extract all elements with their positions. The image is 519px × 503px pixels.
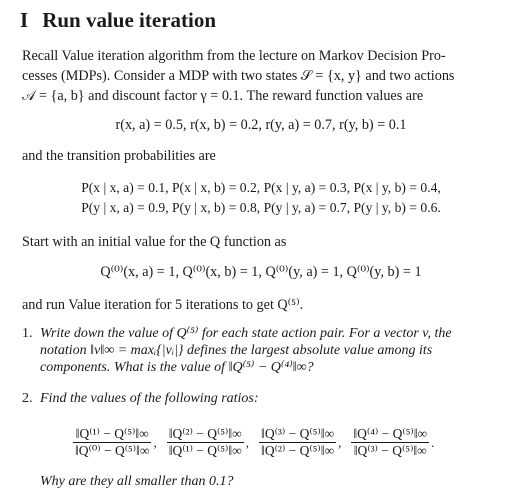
- intro-paragraph: [22, 46, 500, 106]
- ratio-1-separator: ,: [153, 434, 157, 450]
- ratio-2-numerator: ‖Q⁽²⁾ − Q⁽⁵⁾‖∞: [168, 426, 242, 441]
- ratio-4-numerator: ‖Q⁽⁴⁾ − Q⁽⁵⁾‖∞: [353, 426, 428, 441]
- transition-row-1: P(x | x, a) = 0.1, P(x | x, b) = 0.2, P(x | y, a) = 0.3, P(x | y, b) = 0.4,: [81, 180, 441, 195]
- ratio-4-denominator: ‖Q⁽³⁾ − Q⁽⁵⁾‖∞: [353, 443, 427, 458]
- question-1: [22, 325, 502, 376]
- question-1-number: 1.: [22, 326, 33, 341]
- ratio-1: [73, 426, 151, 459]
- ratio-2: [167, 426, 244, 459]
- q-initial-values: Q⁽⁰⁾(x, a) = 1, Q⁽⁰⁾(x, b) = 1, Q⁽⁰⁾(y, a) = 1, Q⁽⁰⁾(y, b) = 1: [100, 264, 422, 280]
- ratio-list: [71, 426, 438, 459]
- section-title: Run value iteration: [42, 8, 217, 32]
- reward-equations: r(x, a) = 0.5, r(x, b) = 0.2, r(y, a) = 0.7, r(y, b) = 0.1: [115, 117, 407, 133]
- transition-intro: and the transition probabilities are: [22, 148, 216, 164]
- ratio-3-denominator: ‖Q⁽²⁾ − Q⁽⁵⁾‖∞: [261, 443, 335, 458]
- intro-line-1: Recall Value iteration algorithm from the lecture on Markov Decision Pro-: [22, 48, 446, 64]
- question-2-line-1: Find the values of the following ratios:: [40, 391, 259, 406]
- section-heading: [20, 8, 216, 33]
- ratio-3-separator: ,: [338, 434, 342, 450]
- ratio-3-numerator: ‖Q⁽³⁾ − Q⁽⁵⁾‖∞: [261, 426, 335, 441]
- question-1-line-3: components. What is the value of ‖Q⁽⁵⁾ − Q⁽⁴⁾‖∞?: [40, 360, 314, 375]
- question-2: [22, 390, 502, 407]
- question-2-followup: Why are they all smaller than 0.1?: [40, 474, 234, 489]
- run-text: and run Value iteration for 5 iterations to get Q⁽⁵⁾.: [22, 297, 304, 313]
- transition-row-2: P(y | x, a) = 0.9, P(y | x, b) = 0.8, P(y | y, a) = 0.7, P(y | y, b) = 0.6.: [81, 200, 441, 215]
- intro-line-3: 𝒜 = {a, b} and discount factor γ = 0.1. The reward function values are: [22, 88, 424, 104]
- q-intro: Start with an initial value for the Q function as: [22, 234, 287, 250]
- ratio-1-numerator: ‖Q⁽¹⁾ − Q⁽⁵⁾‖∞: [73, 426, 151, 443]
- ratio-1-denominator: ‖Q⁽⁰⁾ − Q⁽⁵⁾‖∞: [75, 443, 150, 458]
- ratio-2-separator: ,: [245, 434, 250, 450]
- question-1-line-2: notation ‖v‖∞ = maxᵢ{|vᵢ|} defines the largest absolute value among its: [40, 343, 433, 358]
- ratio-2-denominator: ‖Q⁽¹⁾ − Q⁽⁵⁾‖∞: [168, 443, 242, 458]
- question-2-number: 2.: [22, 391, 33, 406]
- ratio-4-separator: .: [431, 434, 435, 450]
- section-number: I: [20, 8, 29, 32]
- intro-line-2: cesses (MDPs). Consider a MDP with two states 𝒮 = {x, y} and two actions: [22, 68, 455, 84]
- ratio-4: [351, 426, 429, 459]
- question-1-line-1: Write down the value of Q⁽⁵⁾ for each state action pair. For a vector v, the: [40, 326, 452, 341]
- ratio-3: [259, 426, 336, 459]
